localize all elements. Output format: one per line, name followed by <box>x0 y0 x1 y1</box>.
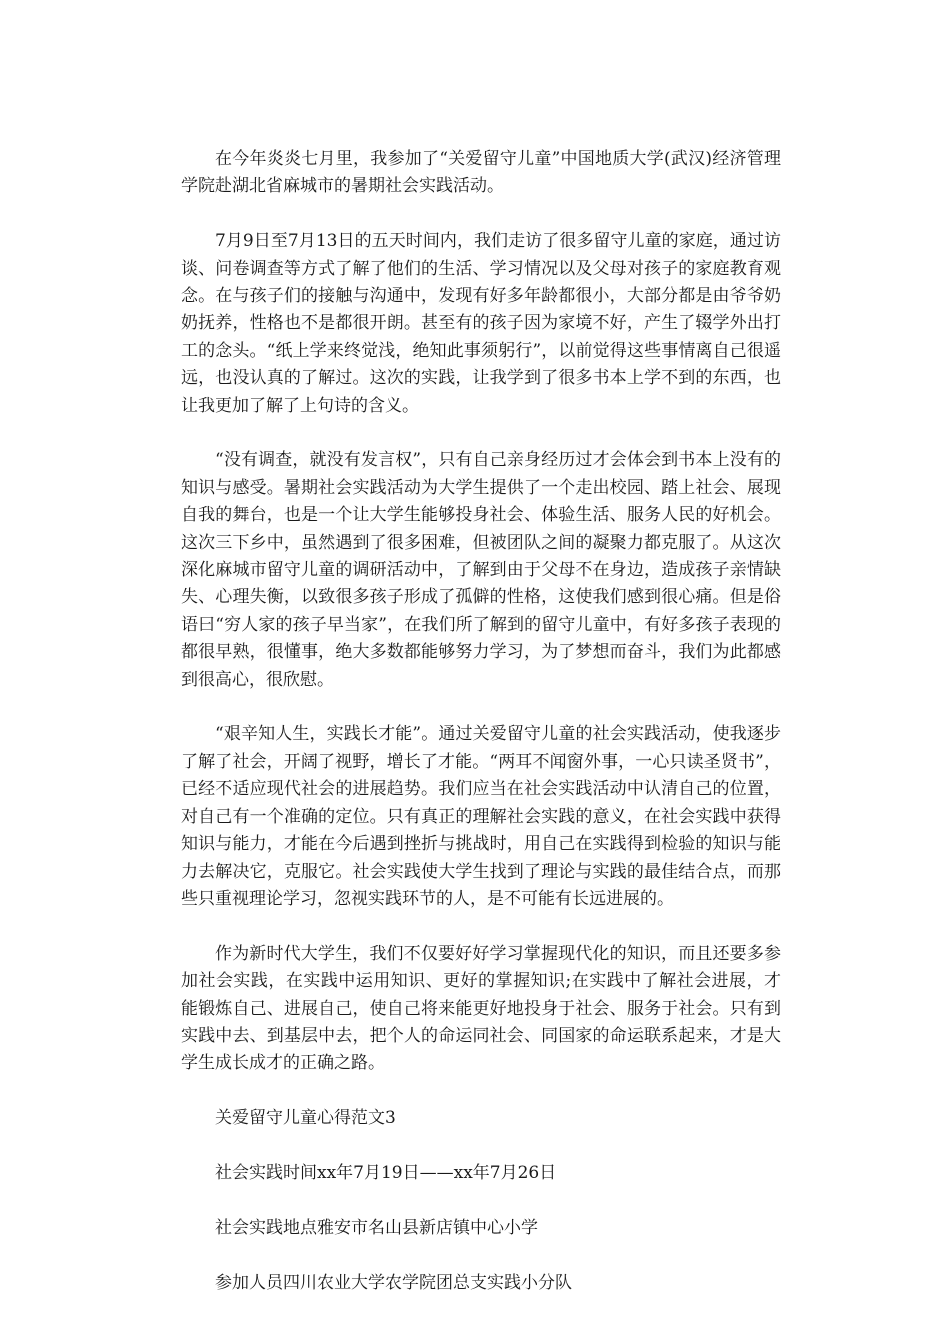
participants: 参加人员四川农业大学农学院团总支实践小分队 <box>215 1272 572 1293</box>
paragraph-3: “没有调查，就没有发言权”，只有自己亲身经历过才会体会到书本上没有的知识与感受。暑期社会实践活动为大学生提供了一个走出校园、踏上社会、展现自我的舞台，也是一个让大学生能够投身社会、体验生活、服务人民的好机会。这次三下乡中，虽然遇到了很多困难，但被团队之间的凝聚力都克服了。从这次深化麻城市留守儿童的调研活动中，了解到由于父母不在身边，造成孩子亲情缺失、心理失衡，以致很多孩子形成了孤僻的性格，这使我们感到很心痛。但是俗语曰“穷人家的孩子早当家”，在我们所了解到的留守儿童中，有好多孩子表现的都很早熟，很懂事，绝大多数都能够努力学习，为了梦想而奋斗，我们为此都感到很高心，很欣慰。 <box>181 450 781 690</box>
paragraph-1: 在今年炎炎七月里，我参加了“关爱留守儿童”中国地质大学(武汉)经济管理学院赴湖北省麻城市的暑期社会实践活动。 <box>181 149 781 197</box>
paragraph-4: “艰辛知人生，实践长才能”。通过关爱留守儿童的社会实践活动，使我逐步了解了社会，开阔了视野，增长了才能。“两耳不闻窗外事，一心只读圣贤书”，已经不适应现代社会的进展趋势。我们应当在社会实践活动中认清自己的位置，对自己有一个准确的定位。只有真正的理解社会实践的意义，在社会实践中获得知识与能力，才能在今后遇到挫折与挑战时，用自己在实践得到检验的知识与能力去解决它，克服它。社会实践使大学生找到了理论与实践的最佳结合点，而那些只重视理论学习，忽视实践环节的人，是不可能有长远进展的。 <box>181 724 781 909</box>
paragraph-5: 作为新时代大学生，我们不仅要好好学习掌握现代化的知识，而且还要多参加社会实践，在实践中运用知识、更好的掌握知识;在实践中了解社会进展，才能锻炼自己、进展自己，使自己将来能更好地投身于社会、服务于社会。只有到实践中去、到基层中去，把个人的命运同社会、同国家的命运联系起来，才是大学生成长成才的正确之路。 <box>181 943 781 1074</box>
section-heading: 关爱留守儿童心得范文3 <box>215 1108 396 1129</box>
practice-location: 社会实践地点雅安市名山县新店镇中心小学 <box>215 1217 538 1238</box>
document-body <box>181 146 781 1324</box>
practice-time: 社会实践时间xx年7月19日——xx年7月26日 <box>215 1162 557 1183</box>
paragraph-2: 7月9日至7月13日的五天时间内，我们走访了很多留守儿童的家庭，通过访谈、问卷调查等方式了解了他们的生活、学习情况以及父母对孩子的家庭教育观念。在与孩子们的接触与沟通中，发现有好多年龄都很小，大部分都是由爷爷奶奶抚养，性格也不是都很开朗。甚至有的孩子因为家境不好，产生了辍学外出打工的念头。“纸上学来终觉浅，绝知此事须躬行”，以前觉得这些事情离自己很遥远，也没认真的了解过。这次的实践，让我学到了很多书本上学不到的东西，也让我更加了解了上句诗的含义。 <box>181 231 781 416</box>
